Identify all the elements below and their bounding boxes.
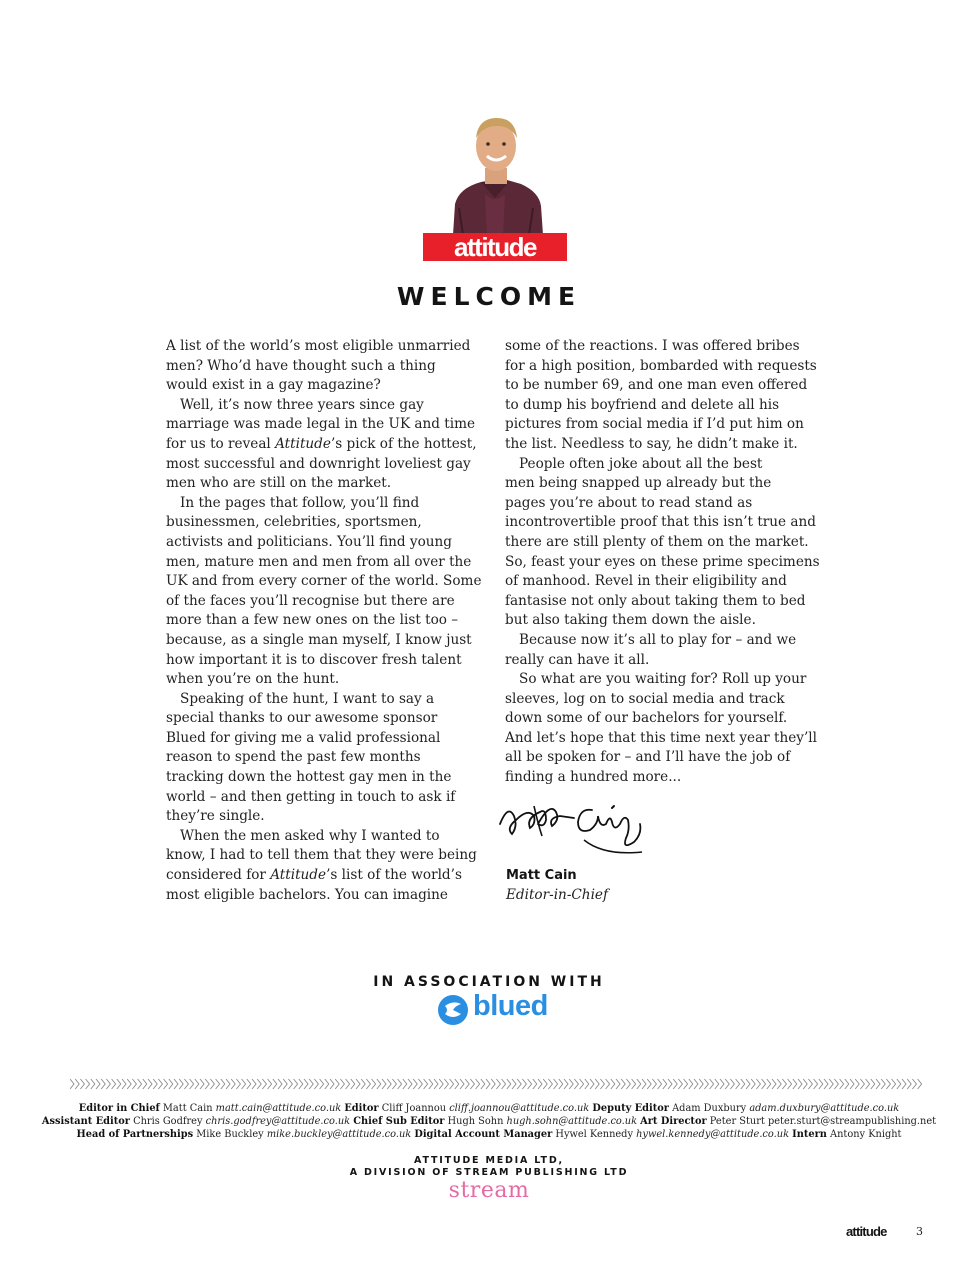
stream-logo: stream xyxy=(448,1178,530,1203)
staff-email[interactable]: chris.godfrey@attitude.co.uk xyxy=(205,1116,351,1127)
article-line: world – and then getting in touch to ask if xyxy=(166,788,456,805)
staff-name: Chris Godfrey xyxy=(133,1116,203,1127)
editor-signature xyxy=(494,794,658,866)
article-line: would exist in a gay magazine? xyxy=(166,377,381,394)
article-line: all be spoken for – and I’ll have the job of xyxy=(505,749,791,766)
staff-role: Art Director xyxy=(640,1116,707,1127)
editor-portrait xyxy=(423,108,567,235)
staff-email[interactable]: hywel.kennedy@attitude.co.uk xyxy=(636,1129,790,1140)
article-left-column xyxy=(166,337,492,905)
article-line: In the pages that follow, you’ll find xyxy=(180,494,420,511)
article-line: of the faces you’ll recognise but there are xyxy=(166,592,455,609)
footer-logo: attitude xyxy=(846,1224,887,1239)
article-line: special thanks to our awesome sponsor xyxy=(166,710,438,727)
article-line: tracking down the hottest gay men in the xyxy=(166,769,452,786)
article-line: Speaking of the hunt, I want to say a xyxy=(180,690,435,707)
article-line: And let’s hope that this time next year they’ll xyxy=(505,729,817,746)
staff-name: Peter Sturt xyxy=(709,1116,765,1127)
staff-role: Chief Sub Editor xyxy=(353,1116,445,1127)
staff-credits-line xyxy=(0,1102,978,1115)
article-line: People often joke about all the best xyxy=(519,455,763,472)
publisher-info xyxy=(0,1155,978,1179)
article-line: really can have it all. xyxy=(505,651,650,668)
article-line: So what are you waiting for? Roll up your xyxy=(519,671,807,688)
article-line: Because now it’s all to play for – and we xyxy=(519,631,797,648)
chevron-divider xyxy=(70,1076,922,1092)
article-line: finding a hundred more... xyxy=(505,769,682,786)
publisher-line-1: ATTITUDE MEDIA LTD, xyxy=(414,1155,564,1166)
staff-email[interactable]: mike.buckley@attitude.co.uk xyxy=(266,1129,412,1140)
article-line: businessmen, celebrities, sportsmen, xyxy=(166,514,422,531)
sponsor-label: IN ASSOCIATION WITH xyxy=(373,974,605,990)
staff-role: Editor xyxy=(344,1103,379,1114)
page-number: 3 xyxy=(916,1225,923,1238)
page-title: WELCOME xyxy=(396,282,582,311)
staff-name: Matt Cain xyxy=(162,1103,213,1114)
staff-name: Hugh Sohn xyxy=(447,1116,504,1127)
staff-role: Editor in Chief xyxy=(78,1103,160,1114)
staff-name: Hywel Kennedy xyxy=(555,1129,633,1140)
staff-credits-line xyxy=(0,1115,978,1128)
article-line: A list of the world’s most eligible unmarried xyxy=(166,338,471,354)
staff-email[interactable]: hugh.sohn@attitude.co.uk xyxy=(506,1116,638,1127)
article-line: men, mature men and men from all over the xyxy=(166,553,472,570)
article-line: reason to spend the past few months xyxy=(166,749,421,766)
editor-name: Matt Cain xyxy=(506,868,577,883)
article-right-column xyxy=(505,337,831,788)
article-line: there are still plenty of them on the market. xyxy=(505,533,809,550)
article-line: know, I had to tell them that they were being xyxy=(166,847,477,864)
article-line: UK and from every corner of the world. Some xyxy=(166,573,482,590)
staff-email[interactable]: matt.cain@attitude.co.uk xyxy=(215,1103,342,1114)
article-line: for us to reveal Attitude’s pick of the hottest, xyxy=(166,435,477,452)
article-line: considered for Attitude’s list of the world’s xyxy=(166,867,462,884)
staff-role: Assistant Editor xyxy=(41,1116,130,1127)
article-line: more than a few new ones on the list too – xyxy=(166,612,459,629)
article-line: for a high position, bombarded with requests xyxy=(505,357,817,374)
staff-email[interactable]: adam.duxbury@attitude.co.uk xyxy=(749,1103,900,1114)
sponsor-brand: blued xyxy=(473,990,548,1022)
article-line: down some of our bachelors for yourself. xyxy=(505,710,788,727)
article-line: pictures from social media if I’d put him on xyxy=(505,416,804,433)
article-line: but also taking them down the aisle. xyxy=(505,612,756,629)
article-line: they’re single. xyxy=(166,808,265,825)
article-line: men being snapped up already but the xyxy=(505,475,772,492)
attitude-logo-band: attitude xyxy=(423,233,567,261)
staff-email[interactable]: peter.sturt@streampublishing.net xyxy=(767,1116,937,1127)
article-line: Well, it’s now three years since gay xyxy=(180,396,424,413)
article-line: marriage was made legal in the UK and time xyxy=(166,416,476,433)
article-line: pages you’re about to read stand as xyxy=(505,494,753,511)
article-line: men who are still on the market. xyxy=(166,475,392,492)
staff-role: Digital Account Manager xyxy=(414,1129,553,1140)
staff-name: Antony Knight xyxy=(830,1129,902,1140)
staff-credits-line xyxy=(0,1128,978,1141)
staff-role: Head of Partnerships xyxy=(76,1129,194,1140)
article-line: men? Who’d have thought such a thing xyxy=(166,357,436,374)
article-line: to dump his boyfriend and delete all his xyxy=(505,396,780,413)
staff-role: Deputy Editor xyxy=(592,1103,669,1114)
article-line: of manhood. Revel in their eligibility and xyxy=(505,573,787,590)
staff-role: Intern xyxy=(792,1129,827,1140)
staff-name: Mike Buckley xyxy=(196,1129,264,1140)
article-line: the list. Needless to say, he didn’t make it. xyxy=(505,435,798,452)
article-line: some of the reactions. I was offered bribes xyxy=(505,338,800,354)
staff-name: Adam Duxbury xyxy=(672,1103,747,1114)
article-line: most successful and downright loveliest gay xyxy=(166,455,471,472)
article-line: when you’re on the hunt. xyxy=(166,671,340,688)
article-line: sleeves, log on to social media and track xyxy=(505,690,785,707)
article-line: Blued for giving me a valid professional xyxy=(166,729,441,746)
article-line: most eligible bachelors. You can imagine xyxy=(166,886,448,903)
article-line: When the men asked why I wanted to xyxy=(180,827,440,844)
editor-role: Editor-in-Chief xyxy=(506,887,608,903)
staff-email[interactable]: cliff.joannou@attitude.co.uk xyxy=(449,1103,590,1114)
staff-name: Cliff Joannou xyxy=(381,1103,447,1114)
article-line: because, as a single man myself, I know just xyxy=(166,631,472,648)
article-line: activists and politicians. You’ll find young xyxy=(166,533,452,550)
article-line: incontrovertible proof that this isn’t true and xyxy=(505,514,816,531)
article-line: how important it is to discover fresh talent xyxy=(166,651,462,668)
article-line: to be number 69, and one man even offered xyxy=(505,377,808,394)
publisher-line-2: A DIVISION OF STREAM PUBLISHING LTD xyxy=(349,1167,629,1178)
article-line: fantasise not only about taking them to bed xyxy=(505,592,806,609)
article-line: So, feast your eyes on these prime specimens xyxy=(505,553,820,570)
